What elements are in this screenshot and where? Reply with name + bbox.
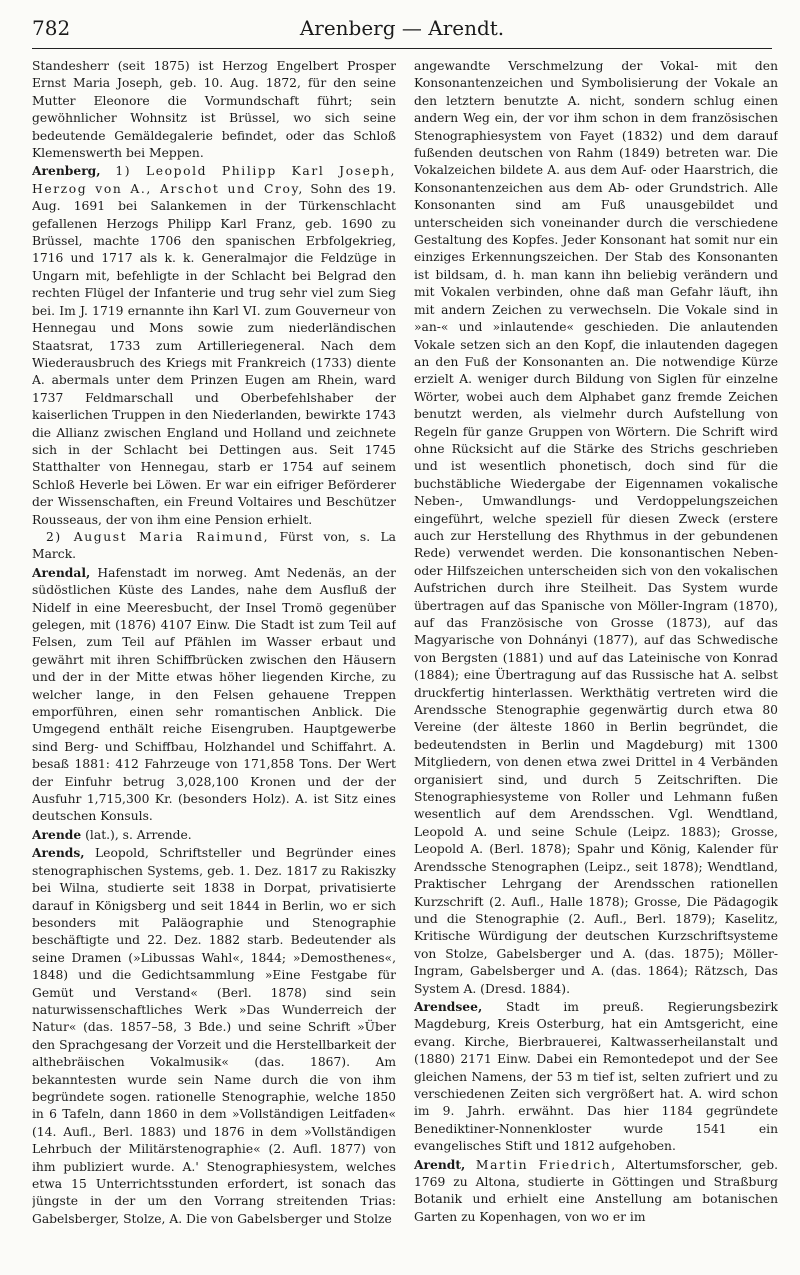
arenberg-text: Sohn des 19. Aug. 1691 bei Salankemen in der Türkenschlacht gefallenen Herzogs Philipp Karl Franz, geb. 1690 zu Brüssel, machte 1706 den spanischen Erbfolgekrieg, 1716 und 1717 als k. k. Generalmajor die Feldzüge in Ungarn mit, befehligte in der Schlacht bei Belgrad den rechten Flügel der Infanterie und trug sehr viel zum Sieg bei. Im J. 1719 ernannte ihn Karl VI. zum Gouverneur von Hennegau und Mons sowie zum niederländischen Staatsrat, 1733 zum Artilleriegeneral. Nach dem Wiederausbruch des Kriegs mit Frankreich (1733) diente A. abermals unter dem Prinzen Eugen am Rhein, ward 1737 Feldmarschall und Oberbefehlshaber der kaiserlichen Truppen in den Niederlanden, bewirkte 1743 die Allianz zwischen England und Holland und zeichnete sich in der Schlacht bei Dettingen aus. Seit 1745 Statthalter von Hennegau, starb er 1754 auf seinem Schloß Heverle bei Löwen. Er war ein eifriger Beförderer der Wissenschaften, ein Freund Voltaires und Beschützer Rousseaus, der von ihm eine Pension erhielt.	[32, 181, 396, 527]
paragraph-arends-continued: angewandte Verschmelzung der Vokal- mit den Konsonantenzeichen und Symbolisierung der Vokale an den letztern benutzte A. nicht, sondern schlug einen andern Weg ein, der vor ihm schon in dem französischen Stenographiesystem von Fayet (1832) und dem darauf fußenden deutschen von Rahm (1849) betreten war. Die Vokalzeichen bildete A. aus dem Auf- oder Haarstrich, die Konsonantenzeichen aus dem Ab- oder Grundstrich. Alle Konsonanten sind am Fuß unausgebildet und unterscheiden sich voneinander durch die verschiedene Gestaltung des Kopfes. Jeder Konsonant hat somit nur ein einziges Erkennungszeichen. Der Stab des Konsonanten ist bildsam, d. h. man kann ihn beliebig verändern und mit Vokalen verbinden, ohne daß man Gefahr läuft, ihn mit andern Zeichen zu verwechseln. Die Vokale sind in »an-« und »inlautende« geschieden. Die anlautenden Vokale setzen sich an den Kopf, die inlautenden dagegen an den Fuß der Konsonanten an. Die notwendige Kürze erzielt A. weniger durch Bildung von Siglen für einzelne Wörter, wobei auch dem Alphabet ganz fremde Zeichen benutzt werden, als vielmehr durch Aufstellung von Regeln für ganze Gruppen von Wörtern. Die Schrift wird ohne Rücksicht auf die Stärke des Strichs geschrieben und ist wesentlich phonetisch, doch sind für die buchstäbliche Wiedergabe der Eigennamen vokalische Neben-, Umwandlungs- und Verdoppelungszeichen eingeführt, welche speziell für diesen Zweck (erstere auch zur Herstellung des Rhythmus in der gebundenen Rede) verwendet werden. Die konsonantischen Neben- oder Hilfszeichen unterscheiden sich von den vokalischen Aufstrichen durch ihre Steilheit. Das System wurde übertragen auf das Spanische von Möller-Ingram (1870), auf das Französische von Grosse (1873), auf das Magyarische von Dohnányi (1877), auf das Schwedische von Bergsten (1881) und auf das Lateinische von Konrad (1884); eine Übertragung auf das Russische hat A. selbst druckfertig hinterlassen. Werkthätig vertreten wird die Arendssche Stenographie gegenwärtig durch etwa 80 Vereine (der älteste 1860 in Berlin begründet, die bedeutendsten in Berlin und Magdeburg) mit 1300 Mitgliedern, von denen etwa zwei Drittel in 4 Verbänden organisiert sind, und durch 5 Zeitschriften. Die Stenographiesysteme von Roller und Lehmann fußen wesentlich auf dem Arendsschen. Vgl. Wendtland, Leopold A. und seine Schule (Leipz. 1883); Grosse, Leopold A. (Berl. 1878); Spahr und König, Kalender für Arendssche Stenographen (Leipz., seit 1878); Wendtland, Praktischer Lehrgang der Arendsschen rationellen Kurzschrift (2. Aufl., Halle 1878); Grosse, Die Pädagogik und die Stenographie (2. Aufl., Berl. 1879); Kaselitz, Kritische Würdigung der deutschen Kurzschriftsysteme von Stolze, Gabelsberger und A. (das. 1875); Möller-Ingram, Gabelsberger und A. (das. 1864); Rätzsch, Das System A. (Dresd. 1884).	[414, 59, 778, 996]
headword-arenberg: Arenberg,	[32, 163, 101, 179]
entry-arendt	[414, 1156, 778, 1227]
arende-text: (lat.), s. Arrende.	[81, 827, 192, 842]
headword-arende: Arende	[32, 826, 82, 842]
arenberg-person-name: 1) Leopold Philipp Karl Joseph, Herzog von A., Arschot und Croy,	[32, 164, 396, 196]
arendt-text: Altertumsforscher, geb. 1769 zu Altona, studierte in Göttingen und Straßburg Botanik und erhielt eine Anstellung am botanischen Garten zu Kopenhagen, von wo er im	[414, 1157, 778, 1224]
arenberg2-text: Fürst von, s. La Marck.	[32, 529, 396, 562]
paragraph-standesherr: Standesherr (seit 1875) ist Herzog Engelbert Prosper Ernst Maria Joseph, geb. 10. Aug. 1872, für den seine Mutter Eleonore die Vormundschaft führt; sein gewöhnlicher Wohnsitz ist Brüssel, wo sich seine bedeutende Gemäldegalerie befindet, oder das Schloß Klemenswerth bei Meppen.	[32, 59, 396, 161]
arendal-text: Hafenstadt im norweg. Amt Nedenäs, an der südöstlichen Küste des Landes, nahe dem Ausfluß der Nidelf in eine Meeresbucht, der Insel Tromö gegenüber gelegen, mit (1876) 4107 Einw. Die Stadt ist zum Teil auf Felsen, zum Teil auf Pfählen im Wasser erbaut und gewährt mit ihren Schiffbrücken zwischen den Häusern und der in der Mitte etwas höher liegenden Kirche, zu welcher lange, in den Felsen gehauene Treppen emporführen, einen sehr romantischen Anblick. Die Umgegend enthält reiche Eisengruben. Hauptgewerbe sind Berg- und Schiffbau, Holzhandel und Schiffahrt. A. besaß 1881: 412 Fahrzeuge von 171,858 Tons. Der Wert der Einfuhr betrug 3,028,100 Kronen und der der Ausfuhr 1,715,300 Kr. (besonders Holz). A. ist Sitz eines deutschen Konsuls.	[32, 565, 396, 824]
arenberg2-person-name: 2) August Maria Raimund,	[46, 529, 270, 544]
page-header	[32, 14, 772, 49]
arendsee-text: Stadt im preuß. Regierungsbezirk Magdeburg, Kreis Osterburg, hat ein Amtsgericht, eine evang. Kirche, Bierbrauerei, Kaltwasserheilanstalt und (1880) 2171 Einw. Dabei ein Remontedepot und der See gleichen Namens, der 53 m tief ist, selten zufriert und zu verschiedenen Zeiten sich vergrößert hat. A. wird schon im 9. Jahrh. erwähnt. Das hier 1184 gegründete Benediktiner-Nonnenkloster wurde 1541 ein evangelisches Stift und 1812 aufgehoben.	[414, 999, 778, 1154]
left-column	[32, 58, 396, 1264]
entry-arenberg-2	[32, 529, 396, 564]
headword-arends: Arends,	[32, 845, 85, 861]
entry-arenberg	[32, 162, 396, 529]
headword-arendt: Arendt,	[414, 1156, 466, 1172]
running-head: Arenberg — Arendt.	[299, 16, 505, 40]
headword-arendsee: Arendsee,	[414, 998, 483, 1014]
entry-arende	[32, 826, 396, 844]
headword-arendal: Arendal,	[32, 564, 91, 580]
entry-arendal	[32, 564, 396, 826]
entry-arends	[32, 844, 396, 1228]
text-columns	[32, 58, 778, 1264]
page-number: 782	[32, 16, 71, 40]
arendt-person-name: Martin Friedrich,	[465, 1157, 617, 1172]
entry-arendsee	[414, 998, 778, 1156]
arends-text: Leopold, Schriftsteller und Begründer eines stenographischen Systems, geb. 1. Dez. 1817 zu Rakiszky bei Wilna, studierte seit 1838 in Dorpat, privatisierte darauf in Königsberg und seit 1844 in Berlin, wo er sich besonders mit Paläographie und Stenographie beschäftigte und 22. Dez. 1882 starb. Bedeutender als seine Dramen (»Libussas Wahl«, 1844; »Demosthenes«, 1848) und die Gedichtsammlung »Eine Festgabe für Gemüt und Verstand« (Berl. 1878) sind sein naturwissenschaftliches Werk »Das Wunderreich der Natur« (das. 1857–58, 3 Bde.) und seine Schrift »Über den Sprachgesang der Vorzeit und die Herstellbarkeit der althebräischen Vokalmusik« (das. 1867). Am bekanntesten wurde sein Name durch die von ihm begründete sogen. rationelle Stenographie, welche 1850 in 6 Tafeln, dann 1860 in dem »Vollständigen Leitfaden« (14. Aufl., Berl. 1883) und 1876 in dem »Vollständigen Lehrbuch der Militärstenographie« (2. Aufl. 1877) von ihm publiziert wurde. A.' Stenographiesystem, welches etwa 15 Unterrichtsstunden erfordert, ist sonach das jüngste in der um den Vorrang streitenden Trias: Gabelsberger, Stolze, A. Die von Gabelsberger und Stolze	[32, 846, 396, 1226]
right-column	[414, 58, 778, 1264]
